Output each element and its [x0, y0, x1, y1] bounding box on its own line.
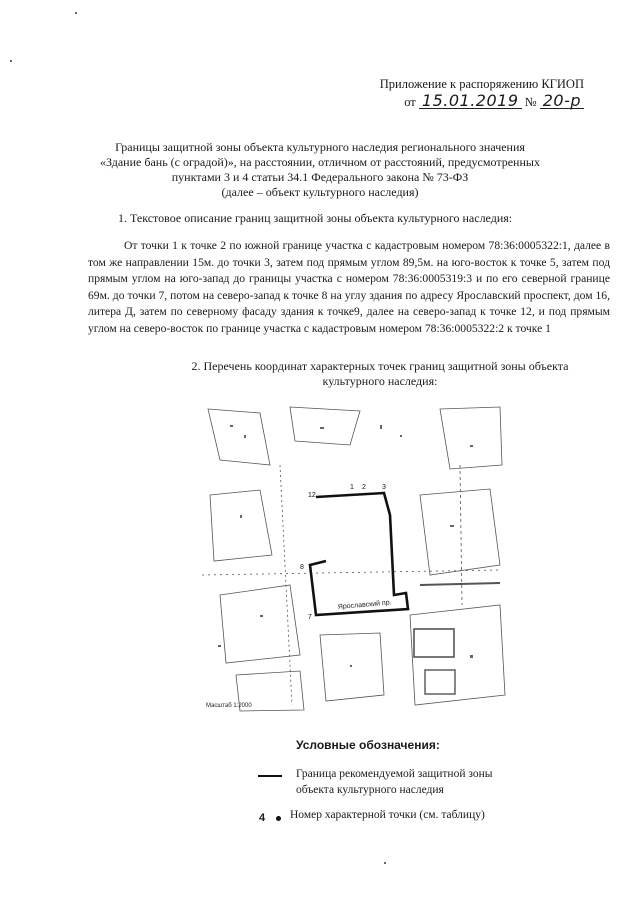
appendix-date-line — [380, 93, 584, 111]
title-line: (далее – объект культурного наследия) — [221, 185, 419, 199]
section-2-line: 2. Перечень координат характерных точек границ защитной зоны объекта — [191, 359, 569, 373]
legend-line-swatch — [258, 775, 282, 777]
map-point-label: 1 — [350, 484, 354, 491]
map-point-label: 8 — [300, 564, 304, 571]
map-point-label: 7 — [308, 614, 312, 621]
title-line: Границы защитной зоны объекта культурного наследия регионального значения — [115, 140, 525, 154]
title-line: пунктами 3 и 4 статьи 34.1 Федерального закона № 73-ФЗ — [171, 170, 469, 184]
map-noise — [218, 425, 473, 667]
map-street-label: Ярославский пр. — [337, 599, 392, 611]
legend-title: Условные обозначения: — [296, 738, 440, 752]
protection-zone-boundary — [310, 493, 408, 615]
map-scale: Масштаб 1:2000 — [206, 703, 252, 709]
legend-point-text: Номер характерной точки (см. таблицу) — [290, 809, 485, 821]
appendix-ot: от — [404, 95, 416, 109]
map-point-label: 12 — [308, 492, 316, 499]
scan-speck — [10, 60, 12, 62]
title-line: «Здание бань (с оградой)», на расстоянии, отличном от расстояний, предусмотренных — [100, 155, 540, 169]
section-1-heading: 1. Текстовое описание границ защитной зоны объекта культурного наследия: — [118, 211, 513, 225]
appendix-no: № — [524, 95, 537, 109]
section-2-heading — [170, 359, 590, 389]
legend-point-number: 4 — [259, 812, 266, 824]
appendix-number: 20-р — [540, 93, 584, 109]
document-title — [70, 140, 570, 200]
cadastral-map — [200, 405, 510, 715]
scan-speck — [75, 12, 77, 14]
section-2-line: культурного наследия: — [322, 374, 438, 388]
scan-speck — [384, 862, 386, 864]
boundary-description: От точки 1 к точке 2 по южной границе участка с кадастровым номером 78:36:0005322:1, далее в том же направлении 15м. до точки 3, затем под прямым углом 89,5м. на юго-восток к точке 5, затем под прямым углом на юго-запад до границы участка с номером 78:36:0005319:3 и по его северной границе 69м. до точки 7, потом на северо-запад к точке 8 на углу здания по адресу Ярославский проспект, дом 16, литера Д, затем по северному фасаду здания к точке9, далее на северо-запад к точке 12, и под прямым углом на северо-восток по границе участка с кадастровым номером 78:36:0005322:2 к точке 1 — [88, 239, 610, 335]
appendix-title: Приложение к распоряжению КГИОП — [379, 77, 584, 91]
appendix-header — [380, 76, 584, 111]
map-background — [202, 407, 505, 711]
legend-line-text-1: Граница рекомендуемой защитной зоны — [296, 768, 493, 780]
legend-point-dot — [276, 816, 281, 821]
appendix-date: 15.01.2019 — [419, 93, 522, 109]
legend-line-text — [296, 766, 556, 798]
legend-line-text-2: объекта культурного наследия — [296, 784, 444, 796]
map-point-label: 3 — [382, 484, 386, 491]
map-point-label: 2 — [362, 484, 366, 491]
